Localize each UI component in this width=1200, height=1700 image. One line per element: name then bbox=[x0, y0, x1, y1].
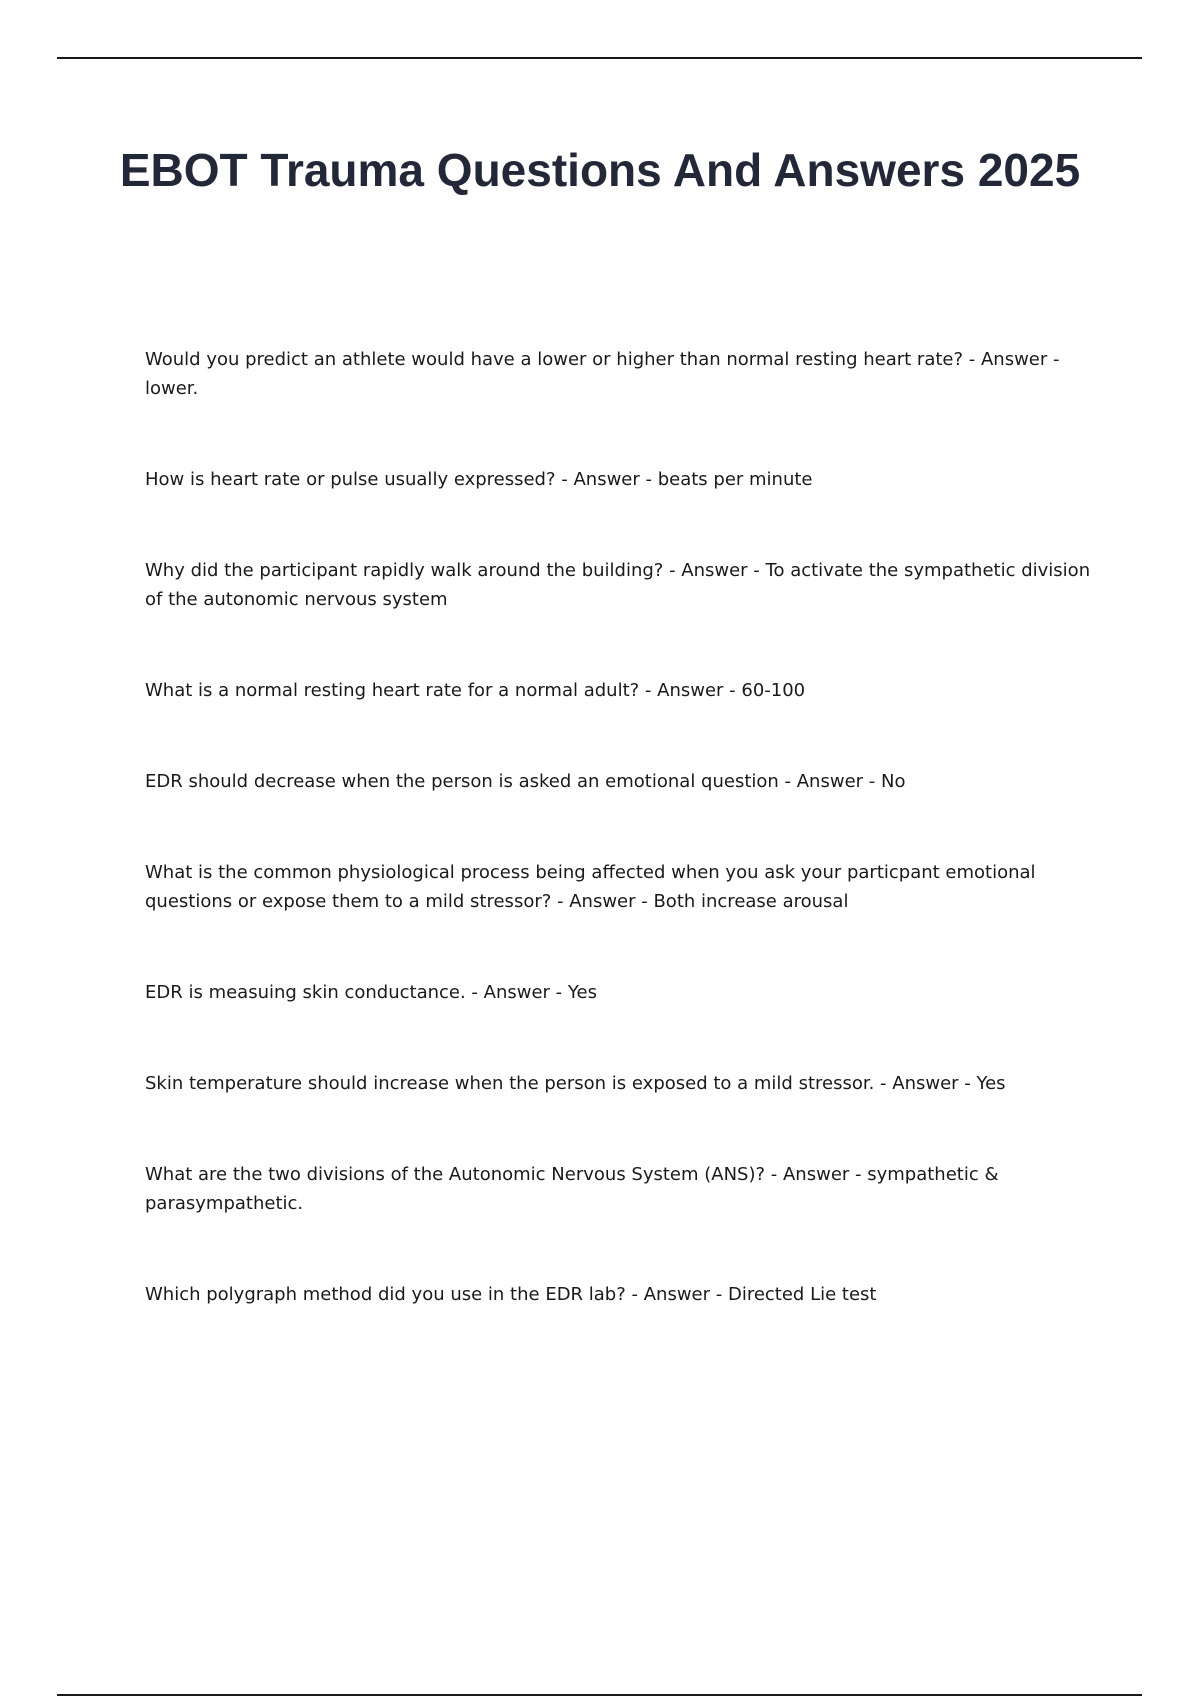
top-rule bbox=[57, 57, 1142, 59]
qa-item-3: Why did the participant rapidly walk around the building? - Answer - To activate the sympathetic division of the autonomic nervous system bbox=[145, 560, 1091, 610]
qa-item-1: Would you predict an athlete would have a lower or higher than normal resting heart rate? - Answer - lower. bbox=[145, 349, 1060, 399]
document-title: EBOT Trauma Questions And Answers 2025 bbox=[119, 144, 1081, 196]
bottom-rule bbox=[57, 1694, 1142, 1696]
qa-item-6: What is the common physiological process being affected when you ask your particpant emotional questions or expose them to a mild stressor? - Answer - Both increase arousal bbox=[145, 862, 1036, 912]
qa-item-7: EDR is measuing skin conductance. - Answer - Yes bbox=[145, 982, 597, 1003]
qa-item-10: Which polygraph method did you use in the EDR lab? - Answer - Directed Lie test bbox=[145, 1284, 877, 1305]
qa-item-4: What is a normal resting heart rate for a normal adult? - Answer - 60-100 bbox=[145, 680, 806, 701]
qa-item-9: What are the two divisions of the Autonomic Nervous System (ANS)? - Answer - sympathetic & parasympathetic. bbox=[145, 1164, 999, 1214]
qa-item-8: Skin temperature should increase when the person is exposed to a mild stressor. - Answer - Yes bbox=[145, 1073, 1006, 1094]
qa-item-5: EDR should decrease when the person is asked an emotional question - Answer - No bbox=[145, 771, 906, 792]
qa-item-2: How is heart rate or pulse usually expressed? - Answer - beats per minute bbox=[145, 469, 813, 490]
qa-list bbox=[145, 345, 1095, 1371]
